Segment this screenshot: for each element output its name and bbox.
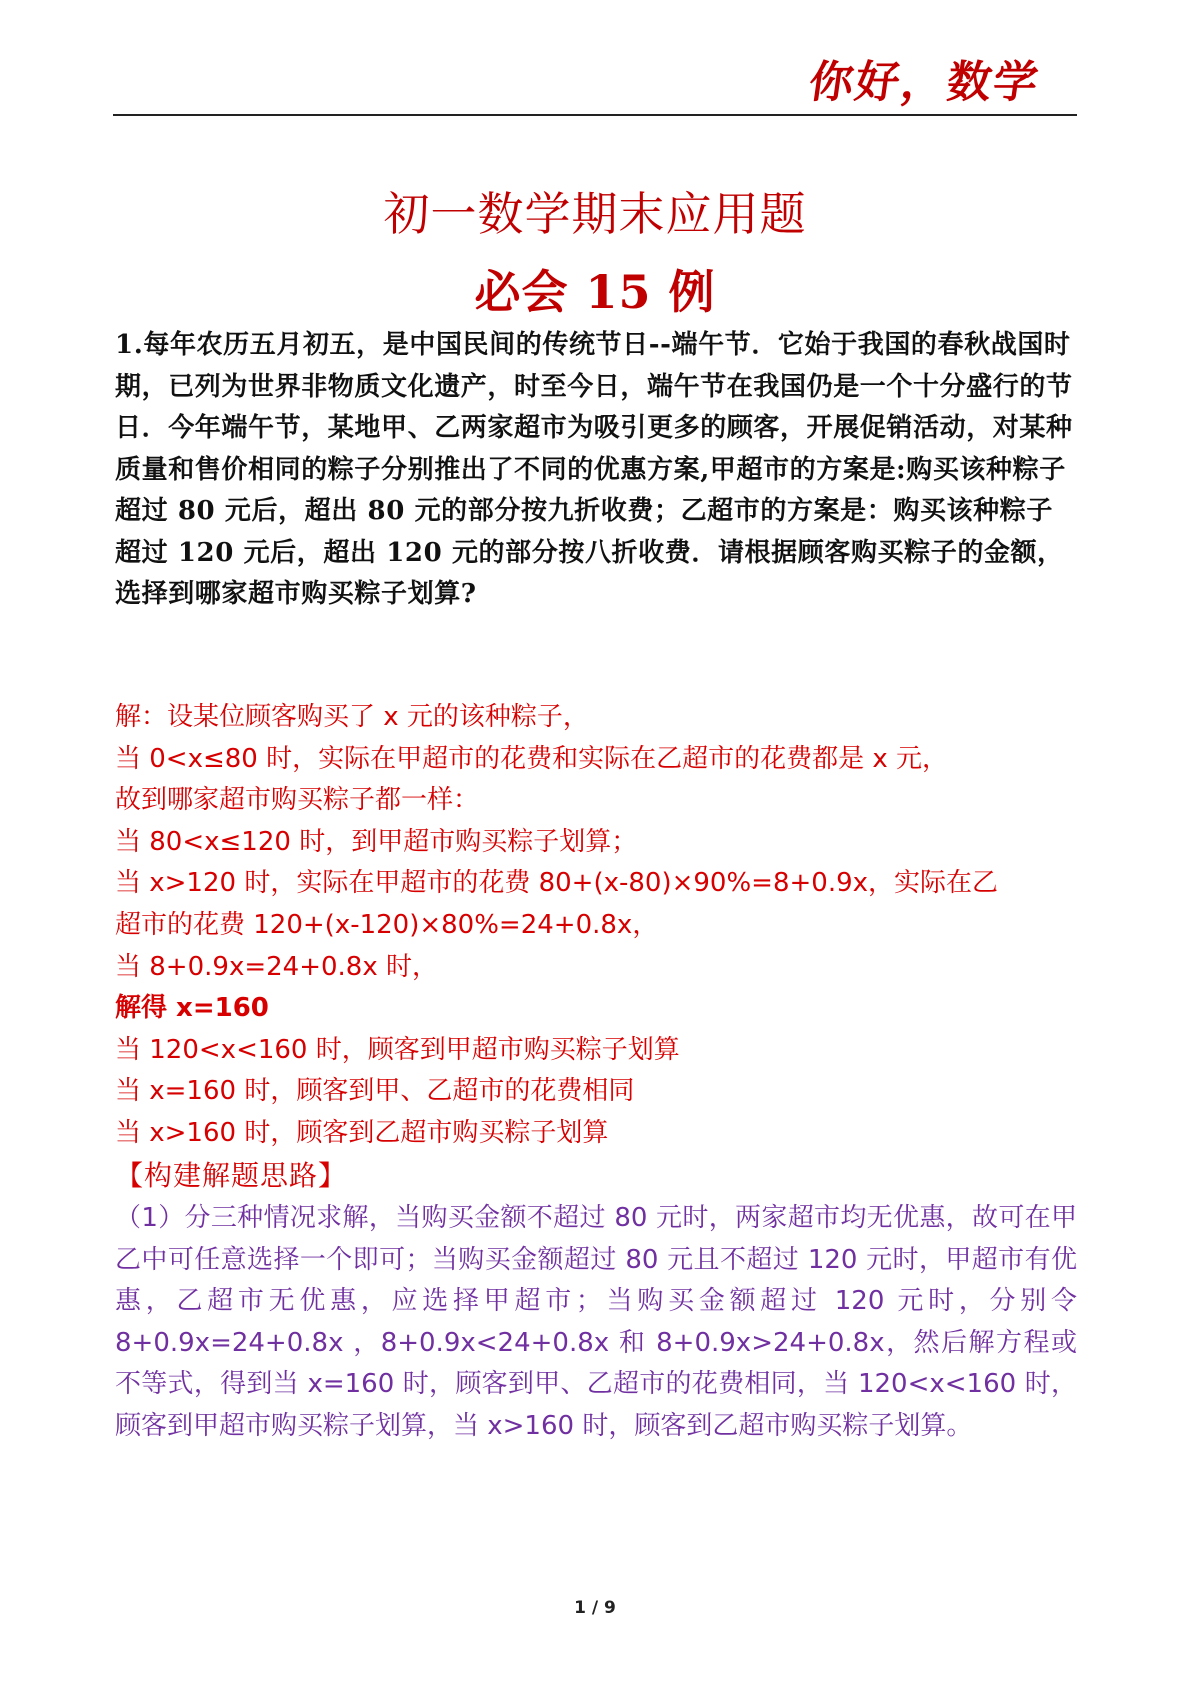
page-number: 1 / 9 <box>574 1598 616 1618</box>
page-title: 初一数学期末应用题 <box>383 187 807 241</box>
solution-block <box>115 697 1077 1155</box>
page-subtitle: 必会 15 例 <box>474 265 716 319</box>
brand-title: 你好，数学 <box>805 57 1043 108</box>
solution-line: 当 x>120 时，实际在甲超市的花费 80+(x-80)×90%=8+0.9x，实际在乙 <box>115 868 999 899</box>
solution-line: 当 x>160 时，顾客到乙超市购买粽子划算 <box>115 1117 609 1148</box>
solution-line: 当 120<x<160 时，顾客到甲超市购买粽子划算 <box>115 1034 680 1065</box>
solution-line: 当 0<x≤80 时，实际在甲超市的花费和实际在乙超市的花费都是 x 元， <box>115 743 949 774</box>
solution-line: 当 80<x≤120 时，到甲超市购买粽子划算； <box>115 826 638 857</box>
solution-line: 故到哪家超市购买粽子都一样： <box>115 785 480 816</box>
thinking-text: （1）分三种情况求解，当购买金额不超过 80 元时，两家超市均无优惠，故可在甲乙中可任意选择一个即可；当购买金额超过 80 元且不超过 120 元时，甲超市有优惠，乙超市无优惠，应选择甲超市；当购买金额超过 120 元时，分别令 8+0.9x=24+0.8x ，8+0.9x<24+0.8x 和 8+0.9x>24+0.8x，然后解方程或不等式，得到当 x=160 时，顾客到甲、乙超市的花费相同，当 120<x<160 时，顾客到甲超市购买粽子划算，当 x>160 时，顾客到乙超市购买粽子划算。 <box>115 1203 1077 1441</box>
solution-line: 解得 x=160 <box>115 993 269 1024</box>
solution-line: 当 x=160 时，顾客到甲、乙超市的花费相同 <box>115 1076 635 1107</box>
solution-line: 当 8+0.9x=24+0.8x 时， <box>115 951 438 982</box>
header-divider <box>113 114 1077 116</box>
thinking-heading: 【构建解题思路】 <box>115 1159 348 1192</box>
problem-statement: 1.每年农历五月初五，是中国民间的传统节日--端午节．它始于我国的春秋战国时期，已列为世界非物质文化遗产，时至今日，端午节在我国仍是一个十分盛行的节日．今年端午节，某地甲、乙两家超市为吸引更多的顾客，开展促销活动，对某种质量和售价相同的粽子分别推出了不同的优惠方案,甲超市的方案是:购买该种粽子超过 80 元后，超出 80 元的部分按九折收费；乙超市的方案是：购买该种粽子超过 120 元后，超出 120 元的部分按八折收费．请根据顾客购买粽子的金额，选择到哪家超市购买粽子划算? <box>115 330 1073 609</box>
solution-line: 超市的花费 120+(x-120)×80%=24+0.8x， <box>115 909 659 940</box>
solution-line: 解：设某位顾客购买了 x 元的该种粽子， <box>115 702 589 732</box>
